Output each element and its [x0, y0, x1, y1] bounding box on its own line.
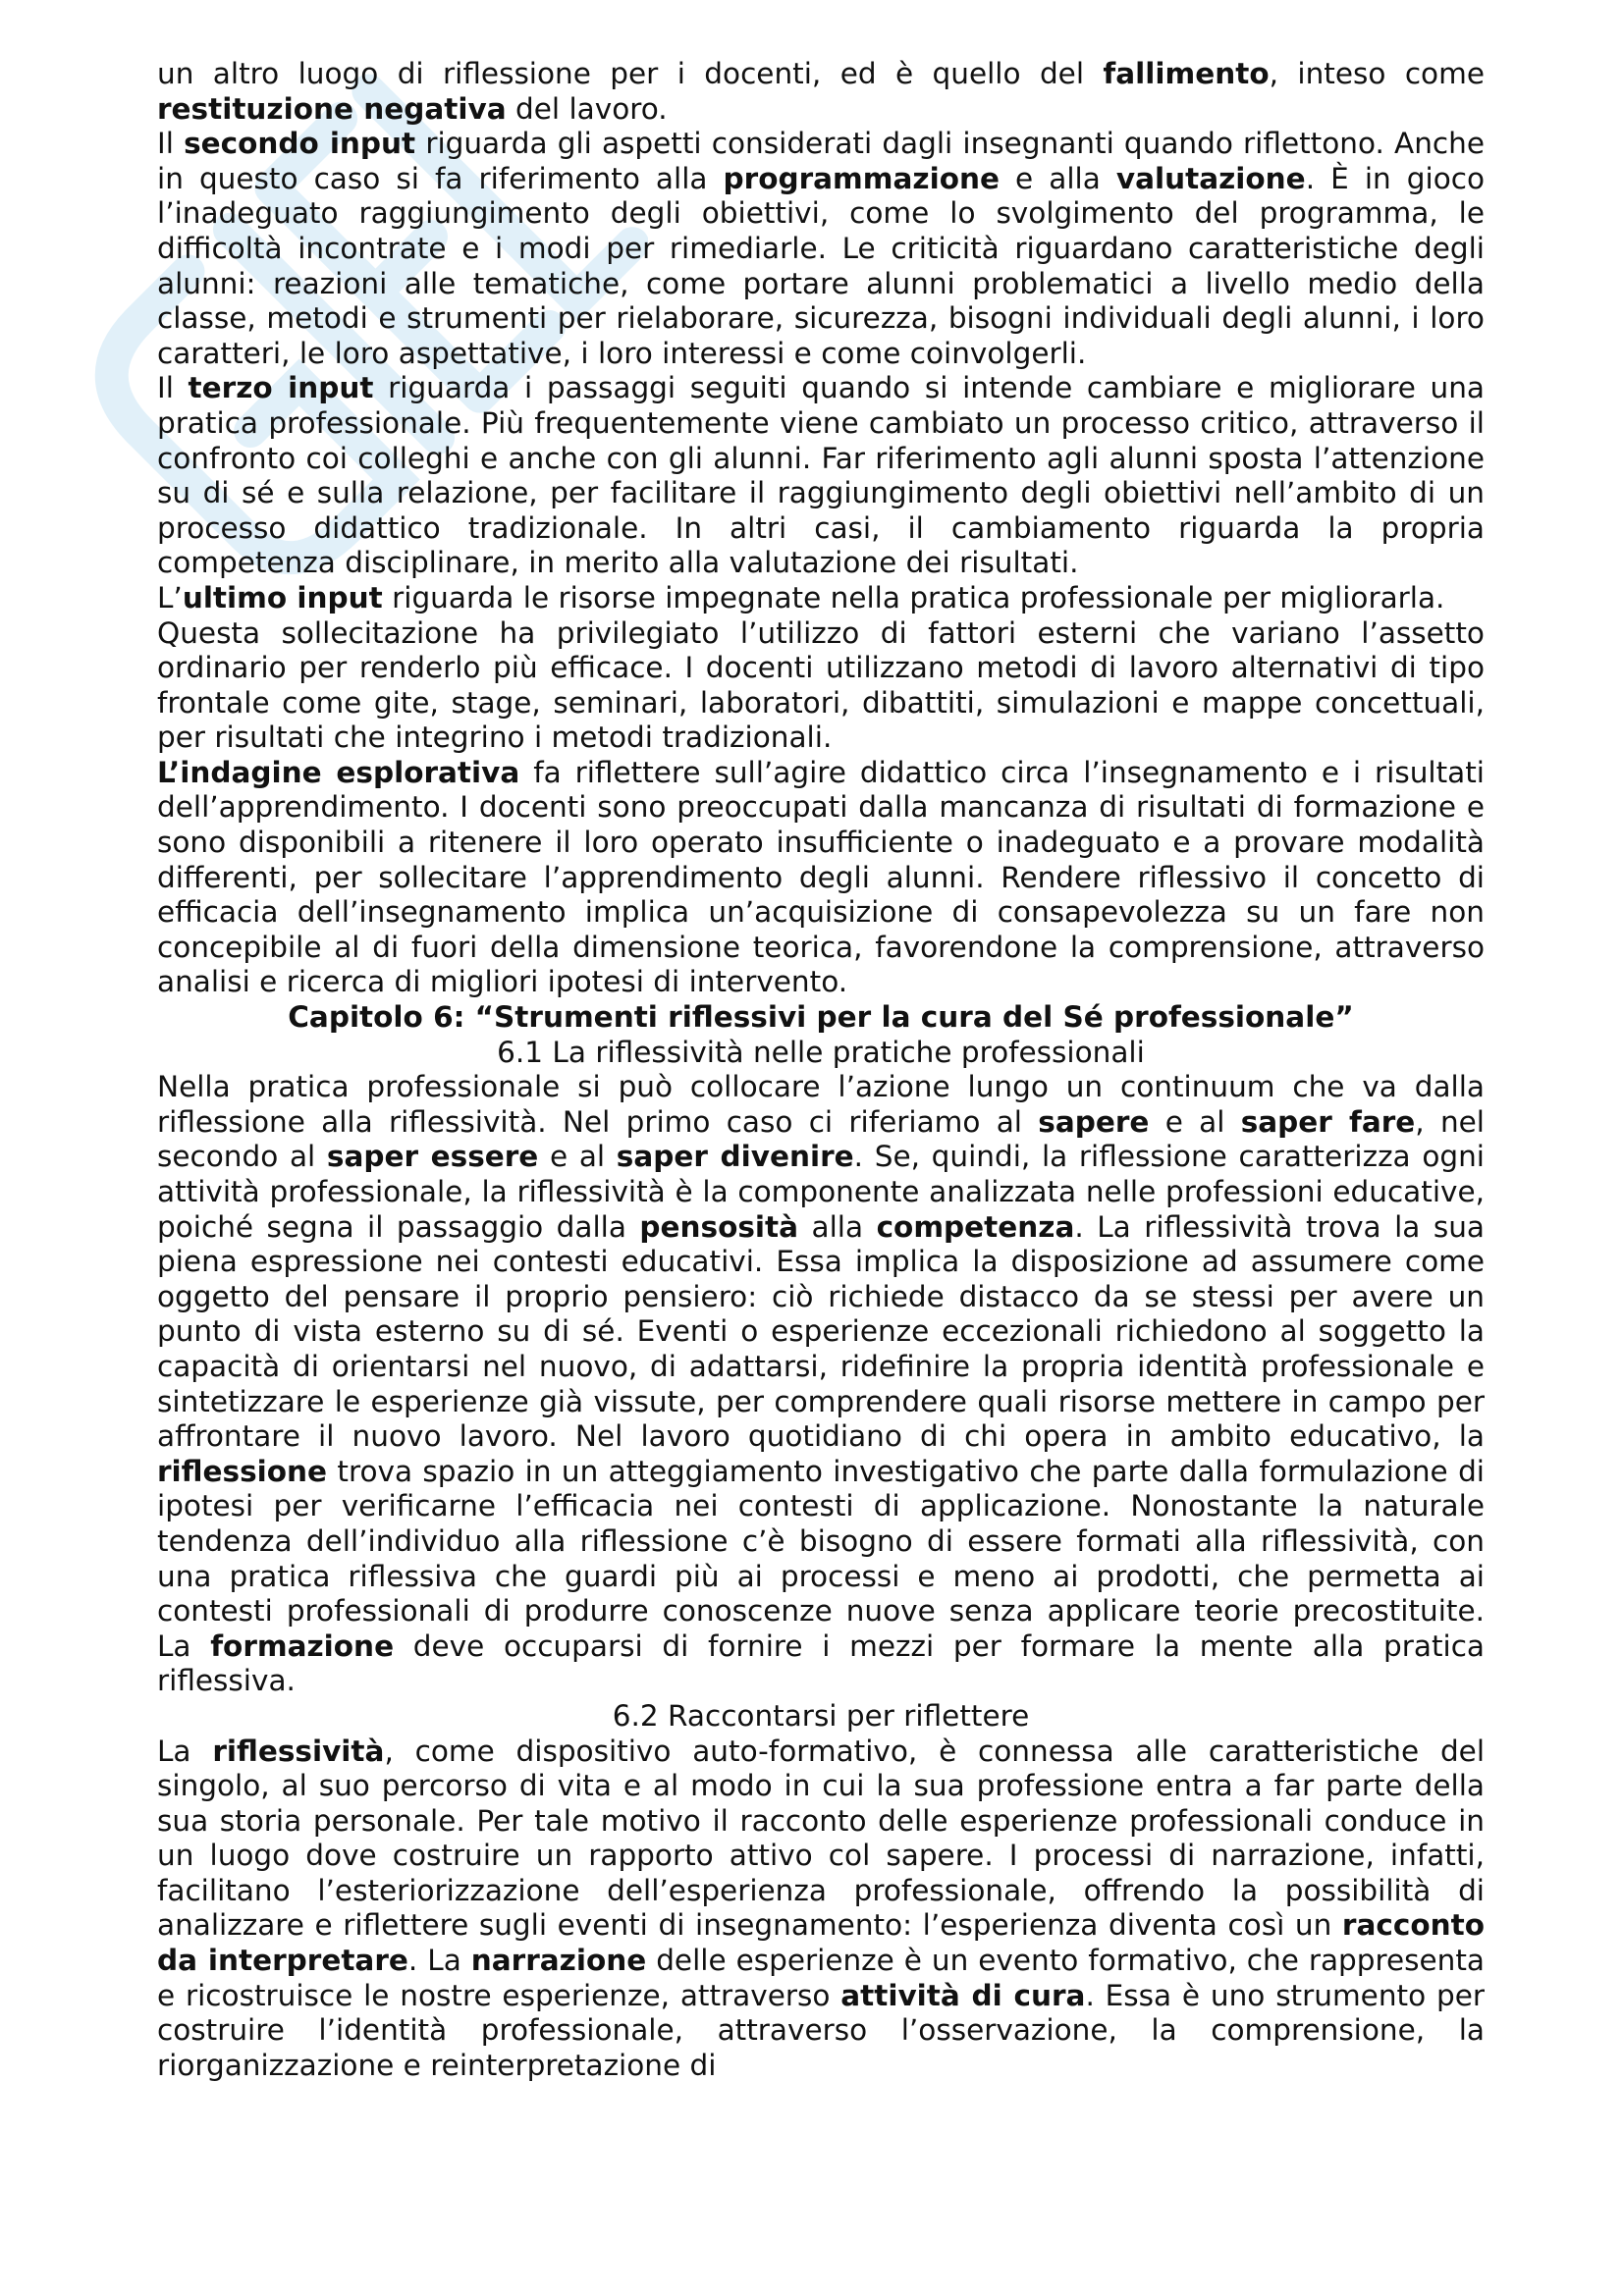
paragraph-3: Il terzo input riguarda i passaggi seguiti quando si intende cambiare e migliorare una pratica professionale. Più frequentemente viene cambiato un processo critico, attraverso il confronto coi colleghi e anche con gli alunni. Far riferimento agli alunni sposta l’attenzione su di sé e sulla relazione, per facilitare il raggiungimento degli obiettivi nell’ambito di un processo didattico tradizionale. In altri casi, il cambiamento riguarda la propria competenza disciplinare, in merito alla valutazione dei risultati.	[157, 371, 1485, 580]
paragraph-4: L’ultimo input riguarda le risorse impegnate nella pratica professionale per migliorarla.	[157, 580, 1445, 614]
section-title-6-1: 6.1 La riflessività nelle pratiche professionali	[497, 1035, 1145, 1069]
chapter-title: Capitolo 6: “Strumenti riflessivi per la cura del Sé professionale”	[288, 1000, 1354, 1035]
section-title-6-2: 6.2 Raccontarsi per riflettere	[612, 1698, 1030, 1733]
paragraph-1: un altro luogo di riflessione per i docenti, ed è quello del fallimento, inteso come restituzione negativa del lavoro.	[157, 57, 1485, 126]
paragraph-8: La riflessività, come dispositivo auto-formativo, è connessa alle caratteristiche del singolo, al suo percorso di vita e al modo in cui la sua professione entra a far parte della sua storia personale. Per tale motivo il racconto delle esperienze professionali conduce in un luogo dove costruire un rapporto attivo col sapere. I processi di narrazione, infatti, facilitano l’esteriorizzazione dell’esperienza professionale, offrendo la possibilità di analizzare e riflettere sugli eventi di insegnamento: l’esperienza diventa così un racconto da interpretare. La narrazione delle esperienze è un evento formativo, che rappresenta e ricostruisce le nostre esperienze, attraverso attività di cura. Essa è uno strumento per costruire l’identità professionale, attraverso l’osservazione, la comprensione, la riorganizzazione e reinterpretazione di	[157, 1734, 1486, 2082]
paragraph-2: Il secondo input riguarda gli aspetti considerati dagli insegnanti quando riflettono. Anche in questo caso si fa riferimento alla programmazione e alla valutazione. È in gioco l’inadeguato raggiungimento degli obiettivi, come lo svolgimento del programma, le difficoltà incontrate e i modi per rimediarle. Le criticità riguardano caratteristiche degli alunni: reazioni alle tematiche, come portare alunni problematici a livello medio della classe, metodi e strumenti per rielaborare, sicurezza, bisogni individuali degli alunni, i loro caratteri, le loro aspettative, i loro interessi e come coinvolgerli.	[157, 127, 1486, 370]
paragraph-6: L’indagine esplorativa fa riflettere sull’agire didattico circa l’insegnamento e i risultati dell’apprendimento. I docenti sono preoccupati dalla mancanza di risultati di formazione e sono disponibili a ritenere il loro operato insufficiente o inadeguato e a provare modalità differenti, per sollecitare l’apprendimento degli alunni. Rendere riflessivo il concetto di efficacia dell’insegnamento implica un’acquisizione di consapevolezza su un fare non concepibile al di fuori della dimensione teorica, favorendone la comprensione, attraverso analisi e ricerca di migliori ipotesi di intervento.	[157, 755, 1485, 999]
paragraph-5: Questa sollecitazione ha privilegiato l’utilizzo di fattori esterni che variano l’assetto ordinario per renderlo più efficace. I docenti utilizzano metodi di lavoro alternativi di tipo frontale come gite, stage, seminari, laboratori, dibattiti, simulazioni e mappe concettuali, per risultati che integrino i metodi tradizionali.	[157, 615, 1485, 755]
paragraph-7: Nella pratica professionale si può collocare l’azione lungo un continuum che va dalla riflessione alla riflessività. Nel primo caso ci riferiamo al sapere e al saper fare, nel secondo al saper essere e al saper divenire. Se, quindi, la riflessione caratterizza ogni attività professionale, la riflessività è la componente analizzata nelle professioni educative, poiché segna il passaggio dalla pensosità alla competenza. La riflessività trova la sua piena espressione nei contesti educativi. Essa implica la disposizione ad assumere come oggetto del pensare il proprio pensiero: ciò richiede distacco da se stessi per avere un punto di vista esterno su di sé. Eventi o esperienze eccezionali richiedono al soggetto la capacità di orientarsi nel nuovo, di adattarsi, ridefinire la propria identità professionale e sintetizzare le esperienze già vissute, per comprendere quali risorse mettere in campo per affrontare il nuovo lavoro. Nel lavoro quotidiano di chi opera in ambito educativo, la riflessione trova spazio in un atteggiamento investigativo che parte dalla formulazione di ipotesi per verificarne l’efficacia nei contesti di applicazione. Nonostante la naturale tendenza dell’individuo alla riflessione c’è bisogno di essere formati alla riflessività, con una pratica riflessiva che guardi più ai processi e meno ai prodotti, che permetta ai contesti professionali di produrre conoscenze nuove senza applicare teorie precostituite. La formazione deve occuparsi di fornire i mezzi per formare la mente alla pratica riflessiva.	[157, 1070, 1485, 1698]
document-page	[157, 57, 1485, 2083]
